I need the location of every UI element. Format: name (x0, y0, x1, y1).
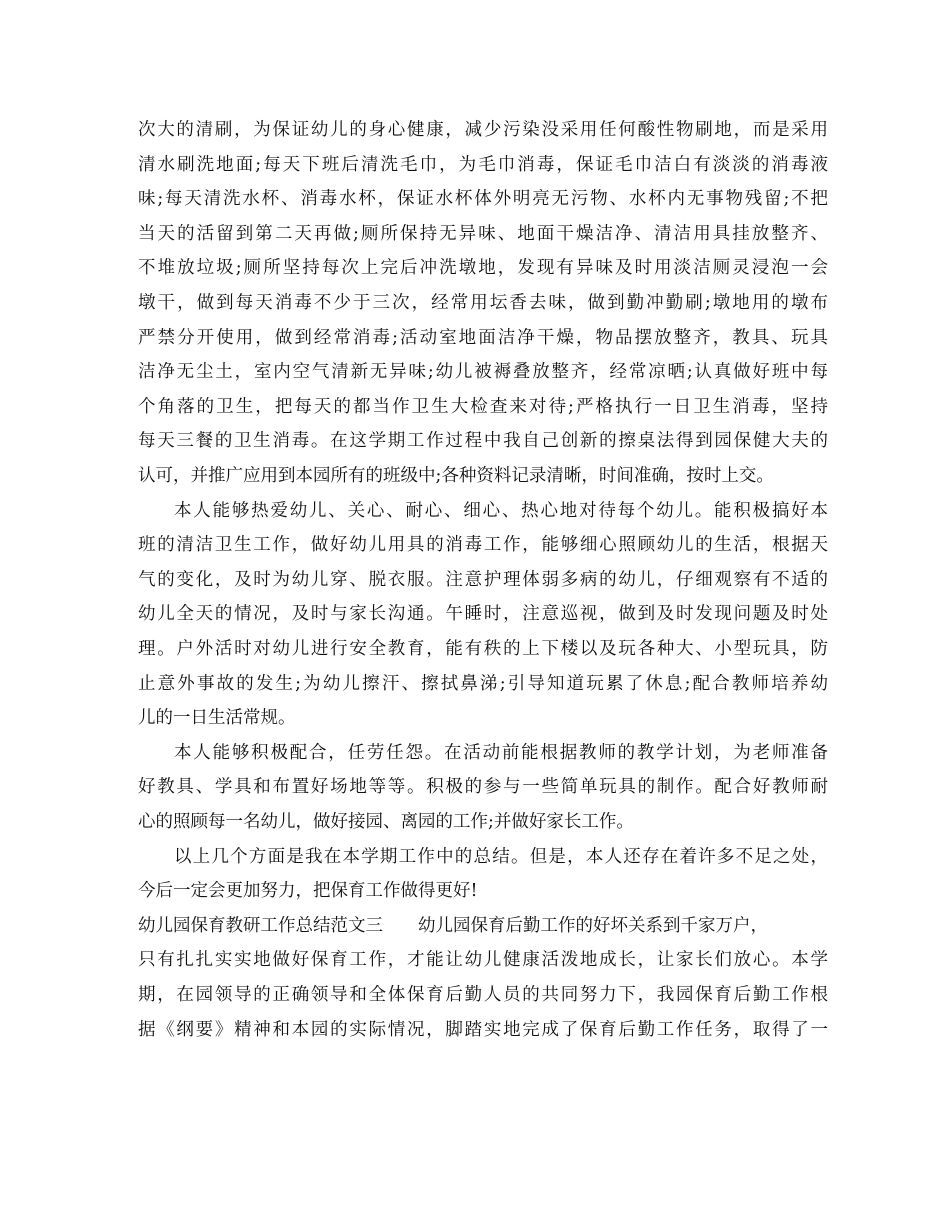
text-line: 班的清洁卫生工作，做好幼儿用具的消毒工作，能够细心照顾幼儿的生活，根据天 (138, 535, 828, 556)
text-line: 心的照顾每一名幼儿，做好接园、离园的工作;并做好家长工作。 (138, 812, 634, 832)
text-line: 好教具、学具和布置好场地等等。积极的参与一些简单玩具的制作。配合好教师耐 (138, 777, 828, 798)
text-line: 本人能够热爱幼儿、关心、耐心、细心、热心地对待每个幼儿。能积极搞好本 (174, 500, 828, 521)
text-line: 洁净无尘土，室内空气清新无异味;幼儿被褥叠放整齐，经常凉晒;认真做好班中每 (138, 362, 828, 383)
text-line: 儿的一日生活常规。 (138, 708, 296, 729)
text-line: 每天三餐的卫生消毒。在这学期工作过程中我自己创新的擦桌法得到园保健大夫的 (138, 431, 828, 452)
text-line: 严禁分开使用，做到经常消毒;活动室地面洁净干燥，物品摆放整齐，教具、玩具 (138, 327, 828, 348)
text-line: 以上几个方面是我在本学期工作中的总结。但是，本人还存在着许多不足之处， (174, 846, 828, 867)
text-line: 今后一定会更加努力，把保育工作做得更好! (138, 881, 478, 902)
text-line: 期，在园领导的正确领导和全体保育后勤人员的共同努力下，我园保育后勤工作根 (138, 985, 828, 1005)
text-line: 个角落的卫生，把每天的都当作卫生大检查来对待;严格执行一日卫生消毒，坚持 (138, 396, 828, 417)
text-line: 只有扎扎实实地做好保育工作，才能让幼儿健康活泼地成长，让家长们放心。本学 (138, 950, 828, 971)
text-line: 当天的活留到第二天再做;厕所保持无异味、地面干燥洁净、清洁用具挂放整齐、 (138, 223, 828, 244)
text-line: 清水刷洗地面;每天下班后清洗毛巾，为毛巾消毒，保证毛巾洁白有淡淡的消毒液 (138, 154, 828, 175)
text-line: 次大的清刷，为保证幼儿的身心健康，减少污染没采用任何酸性物刷地，而是采用 (138, 120, 828, 140)
text-line: 止意外事故的发生;为幼儿擦汗、擦拭鼻涕;引导知道玩累了休息;配合教师培养幼 (138, 673, 828, 694)
text-line: 味;每天清洗水杯、消毒水杯，保证水杯体外明亮无污物、水杯内无事物残留;不把 (138, 189, 828, 210)
text-line: 据《纲要》精神和本园的实际情况，脚踏实地完成了保育后勤工作任务，取得了一 (138, 1019, 828, 1040)
text-line: 墩干，做到每天消毒不少于三次，经常用坛香去味，做到勤冲勤刷;墩地用的墩布 (138, 293, 828, 313)
text-line: 气的变化，及时为幼儿穿、脱衣服。注意护理体弱多病的幼儿，仔细观察有不适的 (138, 569, 828, 590)
text-line: 理。户外活时对幼儿进行安全教育，能有秩的上下楼以及玩各种大、小型玩具，防 (138, 639, 828, 659)
text-line: 幼儿园保育教研工作总结范文三 幼儿园保育后勤工作的好坏关系到千家万户， (138, 915, 768, 936)
text-line: 幼儿全天的情况，及时与家长沟通。午睡时，注意巡视，做到及时发现问题及时处 (138, 604, 828, 625)
text-line: 本人能够积极配合，任劳任怨。在活动前能根据教师的教学计划，为老师准备 (174, 742, 828, 763)
text-line: 不堆放垃圾;厕所坚持每次上完后冲洗墩地，发现有异味及时用淡洁厕灵浸泡一会 (138, 258, 828, 279)
text-line: 认可，并推广应用到本园所有的班级中;各种资料记录清晰，时间准确，按时上交。 (138, 466, 774, 486)
